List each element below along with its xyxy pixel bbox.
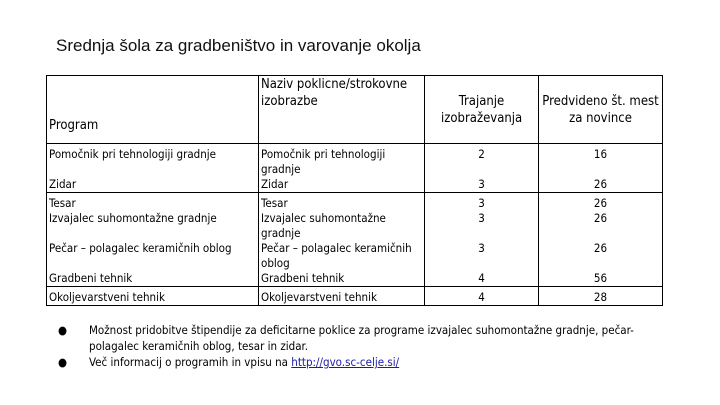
- scholarship-note: Možnost pridobitve štipendije za deficitarne poklice za programe izvajalec suhomontažne gradnje, pečar-polagalec keramičnih oblog, tesar in zidar.: [89, 323, 634, 353]
- program-name: Okoljevarstveni tehnik: [49, 290, 165, 304]
- header-program: Program: [47, 76, 259, 144]
- bullet-icon: ●: [58, 355, 68, 369]
- program-name: Pečar – polagalec keramičnih oblog: [49, 241, 232, 255]
- mest-value: 56: [593, 271, 608, 285]
- cell-trajanje: [425, 144, 539, 193]
- bullet-icon: ●: [58, 323, 68, 337]
- cell-program: [47, 287, 259, 306]
- table-row: [47, 287, 663, 306]
- trajanje-value: 3: [478, 241, 485, 255]
- cell-program: [47, 144, 259, 193]
- notes-list: [56, 322, 666, 370]
- page-title: Srednja šola za gradbeništvo in varovanje okolja: [56, 36, 421, 55]
- program-name: Izvajalec suhomontažne gradnje: [49, 211, 217, 225]
- cell-mest: [539, 287, 663, 306]
- cell-naziv: [259, 287, 425, 306]
- mest-value: 26: [593, 241, 608, 255]
- naziv-name: Tesar: [261, 196, 288, 210]
- table-header-row: [47, 76, 663, 144]
- trajanje-value: 4: [478, 271, 485, 285]
- table-row: [47, 193, 663, 287]
- trajanje-value: 3: [478, 196, 485, 210]
- program-name: Gradbeni tehnik: [49, 271, 133, 285]
- header-naziv: Naziv poklicne/strokovne izobrazbe: [259, 76, 425, 144]
- naziv-name: Izvajalec suhomontažne gradnje: [261, 211, 386, 240]
- cell-mest: [539, 193, 663, 287]
- naziv-name: Pomočnik pri tehnologiji gradnje: [261, 147, 386, 176]
- cell-program: [47, 193, 259, 287]
- mest-value: 26: [593, 196, 608, 210]
- cell-trajanje: [425, 287, 539, 306]
- mest-value: 26: [593, 177, 608, 191]
- mest-value: 26: [593, 211, 608, 225]
- table-row: [47, 144, 663, 193]
- info-note-text: Več informacij o programih in vpisu na: [89, 355, 292, 369]
- naziv-name: Gradbeni tehnik: [261, 271, 345, 285]
- trajanje-value: 4: [478, 290, 485, 304]
- header-trajanje: Trajanje izobraževanja: [425, 76, 539, 144]
- naziv-name: Pečar – polagalec keramičnih oblog: [261, 241, 412, 270]
- list-item: [56, 322, 666, 354]
- naziv-name: Okoljevarstveni tehnik: [261, 290, 377, 304]
- info-link[interactable]: http://gvo.sc-celje.si/: [291, 355, 400, 369]
- trajanje-value: 3: [478, 177, 485, 191]
- mest-value: 28: [593, 290, 608, 304]
- programs-table: [46, 75, 663, 306]
- cell-naziv: [259, 144, 425, 193]
- mest-value: 16: [593, 147, 608, 161]
- program-name: Pomočnik pri tehnologiji gradnje: [49, 147, 217, 161]
- program-name: Tesar: [49, 196, 76, 210]
- list-item: [56, 354, 666, 370]
- naziv-name: Zidar: [261, 177, 289, 191]
- program-name: Zidar: [49, 177, 77, 191]
- trajanje-value: 3: [478, 211, 485, 225]
- trajanje-value: 2: [478, 147, 485, 161]
- cell-trajanje: [425, 193, 539, 287]
- cell-naziv: [259, 193, 425, 287]
- cell-mest: [539, 144, 663, 193]
- header-predvideno: Predvideno št. mest za novince: [539, 76, 663, 144]
